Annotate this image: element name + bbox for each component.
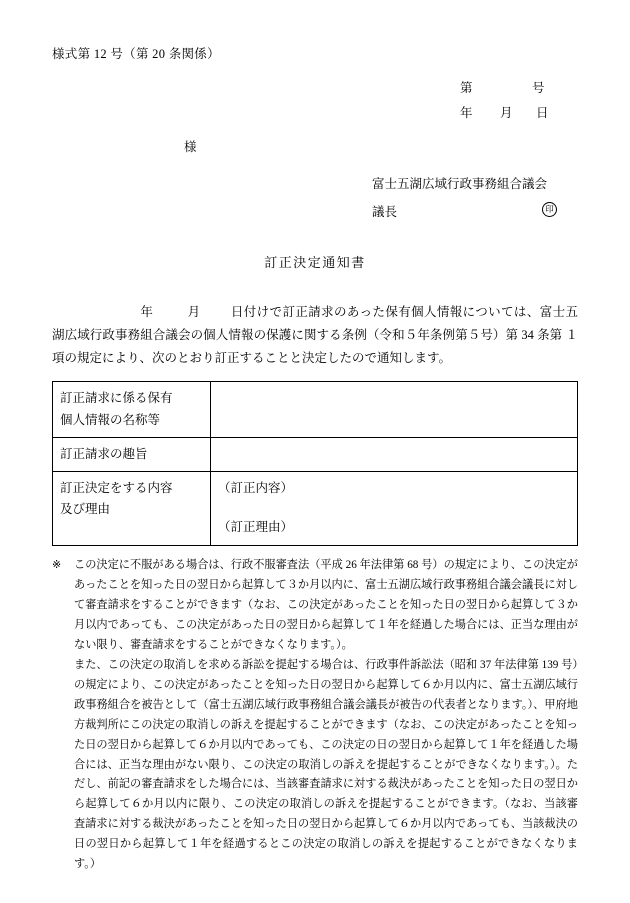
table-row — [53, 472, 578, 546]
issuer-title: 議長 — [372, 205, 398, 219]
note-paragraph-1: この決定に不服がある場合は、行政不服審査法（平成 26 年法律第 68 号）の規定により、この決定があったことを知った日の翌日から起算して３か月以内に、富士五湖広域行政事務組合議会議長に対して審査請求をすることができます（なお、この決定があったことを知った日の翌日から起算して３か月以内であっても、この決定があった日の翌日から起算して１年を経過した場合には、正当な理由がない限り、審査請求をすることができなくなります。）。 — [74, 559, 578, 651]
date-month-label: 月 — [500, 106, 513, 120]
row-label-line1: 訂正決定をする内容 — [60, 481, 173, 496]
body-date-year: 年 — [140, 305, 154, 319]
note-body — [74, 556, 578, 875]
row-value-purpose[interactable] — [211, 437, 578, 471]
form-number: 様式第 12 号（第 20 条関係） — [52, 47, 220, 61]
row-label-line1: 訂正請求に係る保有 — [60, 391, 173, 406]
note-mark: ※ — [52, 559, 62, 572]
row-value-content-and-reason[interactable] — [211, 472, 578, 546]
row-label-line2: 及び理由 — [60, 502, 111, 517]
correction-reason-label: （訂正理由） — [218, 520, 294, 535]
seal-icon: 印 — [542, 202, 557, 217]
correction-decision-table — [52, 381, 578, 546]
body-date-month: 月 — [187, 305, 201, 319]
document-date-line — [52, 103, 578, 121]
row-label-content-and-reason — [53, 472, 211, 546]
document-header-fields — [52, 78, 578, 121]
row-label-name-of-information — [53, 382, 211, 438]
body-rest-text: 広域行政事務組合議会の個人情報の保護に関する条例（令和５年条例第５号）第 34 条第 １ 項の規定により、次のとおり訂正することと決定したので通知します。 — [52, 328, 578, 366]
addressee-line: 様 — [184, 140, 197, 154]
note-item — [52, 556, 578, 875]
body-paragraph — [52, 301, 578, 370]
note-paragraph-2: また、この決定の取消しを求める訴訟を提起する場合は、行政事件訴訟法（昭和 37 年法律第 139 号）の規定により、この決定があったことを知った日の翌日から起算して６か月以内に、富士五湖広域行政事務組合を被告として（富士五湖広域行政事務組合議会議長が被告の代表者となります。）、甲府地方裁判所にこの決定の取消しの訴えを提起することができます（なお、この決定があったことを知った日の翌日から起算して６か月以内であっても、この決定の日の翌日から起算して１年を経過した場合には、正当な理由がない限り、この決定の取消しの訴えを提起することができなくなります。）。ただし、前記の審査請求をした場合には、当該審査請求に対する裁決があったことを知った日の翌日から起算して６か月以内に限り、この決定の取消しの訴えを提起することができます。（なお、当該審査請求に対する裁決があったことを知った日の翌日から起算して６か月以内であっても、当該裁決の日の翌日から起算して１年を経過するとこの決定の取消しの訴えを提起することができなくなります。） — [74, 658, 578, 871]
document-number-line — [52, 78, 578, 96]
table-row — [53, 382, 578, 438]
body-date-day-text: 日付けで訂正請求のあった保有個人情報については、富士五湖 — [52, 305, 578, 343]
issuer-organization: 富士五湖広域行政事務組合議会 — [372, 177, 548, 191]
row-value-name-of-information[interactable] — [211, 382, 578, 438]
correction-content-label: （訂正内容） — [218, 481, 294, 496]
document-number-suffix: 号 — [532, 81, 545, 95]
document-number-label: 第 — [460, 81, 473, 95]
row-label-purpose: 訂正請求の趣旨 — [53, 437, 211, 471]
date-year-label: 年 — [460, 106, 473, 120]
row-label-line2: 個人情報の名称等 — [60, 412, 161, 427]
page-title: 訂正決定通知書 — [264, 255, 366, 270]
issuer-title-line — [52, 202, 578, 220]
date-day-label: 日 — [536, 106, 549, 120]
notes-section — [52, 556, 578, 875]
table-row — [53, 437, 578, 471]
